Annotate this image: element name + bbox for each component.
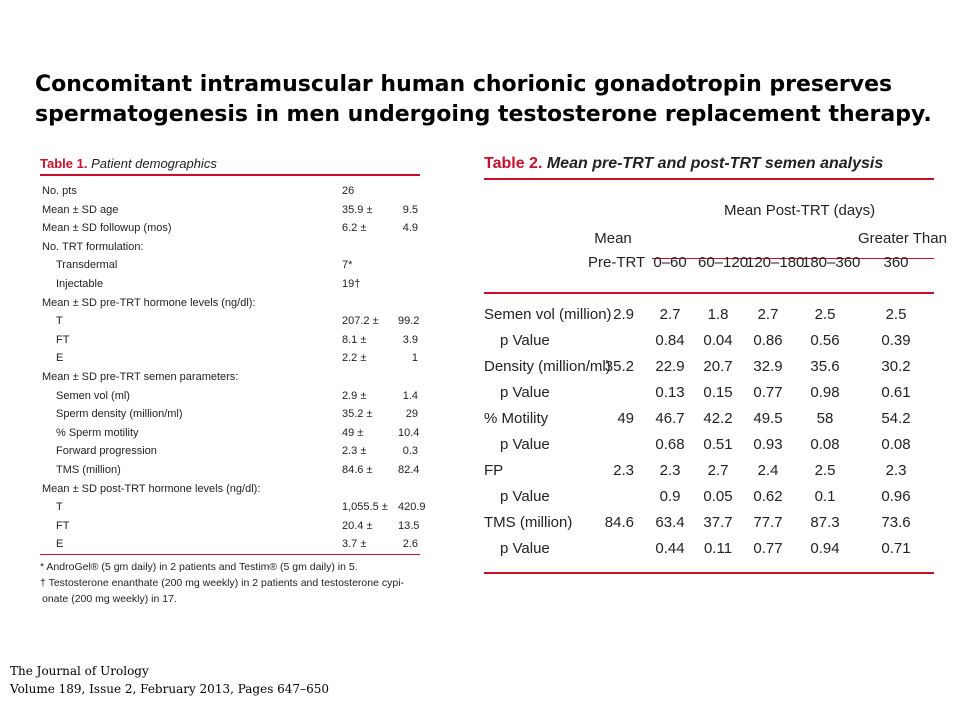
table-cell: 0.62 xyxy=(753,488,783,505)
table-2-header xyxy=(484,180,947,292)
p-value-row xyxy=(484,484,934,510)
table-cell: 0.39 xyxy=(881,332,911,349)
table-2-body xyxy=(484,294,934,562)
row-label: T xyxy=(56,315,63,328)
footnote: * AndroGel® (5 gm daily) in 2 patients and Testim® (5 gm daily) in 5. xyxy=(40,560,358,573)
row-label: % Sperm motility xyxy=(56,426,139,439)
row-label: E xyxy=(56,352,64,365)
row-mean-value: 6.2 ± xyxy=(342,222,367,235)
table-row xyxy=(484,510,934,536)
table-2 xyxy=(484,150,947,574)
table-cell: 37.7 xyxy=(703,514,733,531)
table-cell: 0.08 xyxy=(810,436,840,453)
row-label: No. pts xyxy=(42,185,77,197)
citation-volume: Volume 189, Issue 2, February 2013, Pages 647–650 xyxy=(10,682,329,696)
row-mean-value: 84.6 ± xyxy=(342,463,373,476)
row-label: Mean ± SD post-TRT hormone levels (ng/dl): xyxy=(42,482,261,495)
citation xyxy=(10,662,329,698)
table-row xyxy=(40,238,420,257)
row-sd-value: 99.2 xyxy=(398,315,420,328)
table-cell: 0.1 xyxy=(814,488,836,505)
row-sd-value: 1.4 xyxy=(402,389,418,402)
table-row xyxy=(40,498,426,517)
row-label: p Value xyxy=(500,332,550,349)
row-sd-value: 82.4 xyxy=(398,463,420,476)
row-mean-value: 35.9 ± xyxy=(342,203,373,216)
table-cell: 73.6 xyxy=(881,514,911,531)
row-sd-value: 29 xyxy=(405,408,418,421)
citation-journal: The Journal of Urology xyxy=(10,664,149,678)
table-cell: 46.7 xyxy=(655,410,685,427)
row-label: Sperm density (million/ml) xyxy=(56,408,183,421)
table-row xyxy=(40,442,420,461)
row-mean-value: 35.2 ± xyxy=(342,408,373,421)
table-cell: 0.96 xyxy=(881,488,911,505)
table-cell: 0.68 xyxy=(655,436,685,453)
header-group-label: Mean Post-TRT (days) xyxy=(724,202,876,219)
row-label: p Value xyxy=(500,540,550,557)
pre-trt-value: 35.2 xyxy=(604,358,634,375)
table-row xyxy=(484,302,934,328)
header-mean-line1: Mean xyxy=(594,230,632,247)
table-row xyxy=(40,368,420,387)
table-row xyxy=(40,256,420,275)
table-1-label: Table 1. xyxy=(40,156,88,171)
p-value-row xyxy=(484,536,934,562)
table-cell: 1.8 xyxy=(707,306,729,323)
table-row xyxy=(40,182,420,201)
table-1-body xyxy=(40,176,426,554)
row-label: Semen vol (ml) xyxy=(56,389,130,402)
table-cell: 2.4 xyxy=(757,462,779,479)
table-row xyxy=(484,354,934,380)
table-row xyxy=(40,424,420,443)
table-row xyxy=(40,535,420,554)
row-label: Transdermal xyxy=(56,259,118,272)
table-cell: 0.9 xyxy=(659,488,681,505)
p-value-row xyxy=(484,432,934,458)
row-mean-value: 8.1 ± xyxy=(342,333,367,346)
pre-trt-value: 2.9 xyxy=(613,306,634,323)
table-row xyxy=(40,331,420,350)
table-cell: 2.7 xyxy=(659,306,681,323)
header-col-60-120: 60–120 xyxy=(698,254,749,271)
table-cell: 32.9 xyxy=(753,358,783,375)
row-mean-value: 49 ± xyxy=(342,426,364,439)
table-cell: 0.61 xyxy=(881,384,911,401)
row-sd-value: 420.9 xyxy=(398,501,426,514)
table-row xyxy=(40,219,420,238)
table-cell: 2.3 xyxy=(885,462,907,479)
table-cell: 0.15 xyxy=(703,384,733,401)
pre-trt-value: 49 xyxy=(617,410,634,427)
table-cell: 0.84 xyxy=(655,332,685,349)
row-mean-value: 207.2 ± xyxy=(342,315,379,328)
table-row xyxy=(40,387,420,406)
row-label: TMS (million) xyxy=(56,463,121,476)
table-cell: 0.44 xyxy=(655,540,685,557)
row-sd-value: 13.5 xyxy=(398,519,420,532)
table-cell: 2.5 xyxy=(814,462,836,479)
p-value-row xyxy=(484,380,934,406)
table-cell: 0.13 xyxy=(655,384,685,401)
row-mean-value: 3.7 ± xyxy=(342,538,367,551)
row-mean-value: 2.2 ± xyxy=(342,352,367,365)
row-label: Injectable xyxy=(56,277,104,290)
row-label: p Value xyxy=(500,488,550,505)
row-sd-value: 9.5 xyxy=(402,203,418,216)
header-col-120-180: 120–180 xyxy=(746,254,805,271)
header-col-0-60: 0–60 xyxy=(653,254,687,271)
table-cell: 0.93 xyxy=(753,436,783,453)
table-cell: 2.7 xyxy=(707,462,729,479)
table-cell: 42.2 xyxy=(703,410,733,427)
row-label: E xyxy=(56,538,64,551)
table-row xyxy=(40,312,420,331)
row-mean-value: 2.3 ± xyxy=(342,445,367,458)
row-sd-value: 2.6 xyxy=(402,538,418,551)
table-cell: 35.6 xyxy=(810,358,840,375)
table-cell: 54.2 xyxy=(881,410,911,427)
table-cell: 2.3 xyxy=(659,462,681,479)
row-label: Mean ± SD age xyxy=(42,203,119,216)
table-row xyxy=(40,201,420,220)
row-label: % Motility xyxy=(484,410,549,427)
table-cell: 63.4 xyxy=(655,514,685,531)
table-row xyxy=(40,461,420,480)
row-sd-value: 4.9 xyxy=(402,222,418,235)
row-label: TMS (million) xyxy=(484,514,573,531)
table-row xyxy=(40,517,420,536)
row-mean-value: 20.4 ± xyxy=(342,519,373,532)
table-cell: 77.7 xyxy=(753,514,783,531)
table-row xyxy=(40,294,420,313)
title-line-1: Concomitant intramuscular human chorionic gonadotropin preserves xyxy=(35,72,893,97)
table-cell: 0.04 xyxy=(703,332,733,349)
pre-trt-value: 84.6 xyxy=(604,514,634,531)
row-sd-value: 10.4 xyxy=(398,426,420,439)
row-mean-value: 19† xyxy=(342,277,361,290)
table-1-footnotes xyxy=(40,555,420,607)
row-label: FT xyxy=(56,333,70,346)
row-label: No. TRT formulation: xyxy=(42,240,144,253)
footnote: † Testosterone enanthate (200 mg weekly) in 2 patients and testosterone cypi- xyxy=(40,576,405,589)
table-cell: 22.9 xyxy=(655,358,685,375)
table-cell: 87.3 xyxy=(810,514,840,531)
row-label: p Value xyxy=(500,436,550,453)
table-cell: 49.5 xyxy=(753,410,783,427)
table-cell: 0.11 xyxy=(703,540,733,557)
table-row xyxy=(40,349,420,368)
header-greater-line1: Greater Than xyxy=(858,230,947,247)
table-cell: 0.51 xyxy=(703,436,733,453)
row-mean-value: 7* xyxy=(342,259,353,272)
row-mean-value: 2.9 ± xyxy=(342,389,367,402)
p-value-row xyxy=(484,328,934,354)
table-2-title xyxy=(484,150,934,178)
row-label: FP xyxy=(484,462,504,479)
table-cell: 0.77 xyxy=(753,384,783,401)
row-label: Mean ± SD pre-TRT semen parameters: xyxy=(42,370,239,383)
table-1-title xyxy=(40,154,420,174)
table-cell: 0.86 xyxy=(753,332,783,349)
table-cell: 0.98 xyxy=(810,384,840,401)
table-cell: 30.2 xyxy=(881,358,911,375)
table-2-caption: Mean pre-TRT and post-TRT semen analysis xyxy=(546,155,884,172)
title-line-2: spermatogenesis in men undergoing testosterone replacement therapy. xyxy=(35,102,932,127)
row-mean-value: 1,055.5 ± xyxy=(342,501,388,514)
row-label: T xyxy=(56,501,63,514)
row-label: Semen vol (million) xyxy=(484,306,612,323)
table-2-label: Table 2. xyxy=(484,155,543,172)
header-greater-line2: 360 xyxy=(883,254,909,271)
table-cell: 2.5 xyxy=(885,306,907,323)
row-sd-value: 1 xyxy=(411,352,418,365)
table-2-bottom-rule xyxy=(484,572,934,574)
header-col-180-360: 180–360 xyxy=(802,254,861,271)
table-row xyxy=(484,406,934,432)
row-label: Density (million/ml) xyxy=(484,358,611,375)
table-cell: 2.5 xyxy=(814,306,836,323)
table-row xyxy=(40,275,420,294)
table-row xyxy=(484,458,934,484)
row-label: Mean ± SD followup (mos) xyxy=(42,222,172,235)
row-mean-value: 26 xyxy=(342,185,355,197)
footnote: onate (200 mg weekly) in 17. xyxy=(42,592,177,605)
table-cell: 0.77 xyxy=(753,540,783,557)
slide-title xyxy=(35,70,955,130)
table-cell: 20.7 xyxy=(703,358,733,375)
table-cell: 0.71 xyxy=(881,540,911,557)
table-cell: 58 xyxy=(816,410,834,427)
table-cell: 0.94 xyxy=(810,540,840,557)
row-sd-value: 3.9 xyxy=(402,333,418,346)
table-cell: 0.56 xyxy=(810,332,840,349)
table-cell: 0.05 xyxy=(703,488,733,505)
table-row xyxy=(40,480,420,499)
pre-trt-value: 2.3 xyxy=(613,462,634,479)
table-row xyxy=(40,405,420,424)
header-mean-line2: Pre-TRT xyxy=(588,254,646,271)
row-sd-value: 0.3 xyxy=(402,445,418,458)
table-cell: 2.7 xyxy=(757,306,779,323)
row-label: p Value xyxy=(500,384,550,401)
row-label: FT xyxy=(56,519,70,532)
row-label: Forward progression xyxy=(56,445,157,458)
table-1 xyxy=(40,154,426,607)
table-1-caption: Patient demographics xyxy=(91,156,217,171)
row-label: Mean ± SD pre-TRT hormone levels (ng/dl): xyxy=(42,296,256,309)
table-cell: 0.08 xyxy=(881,436,911,453)
